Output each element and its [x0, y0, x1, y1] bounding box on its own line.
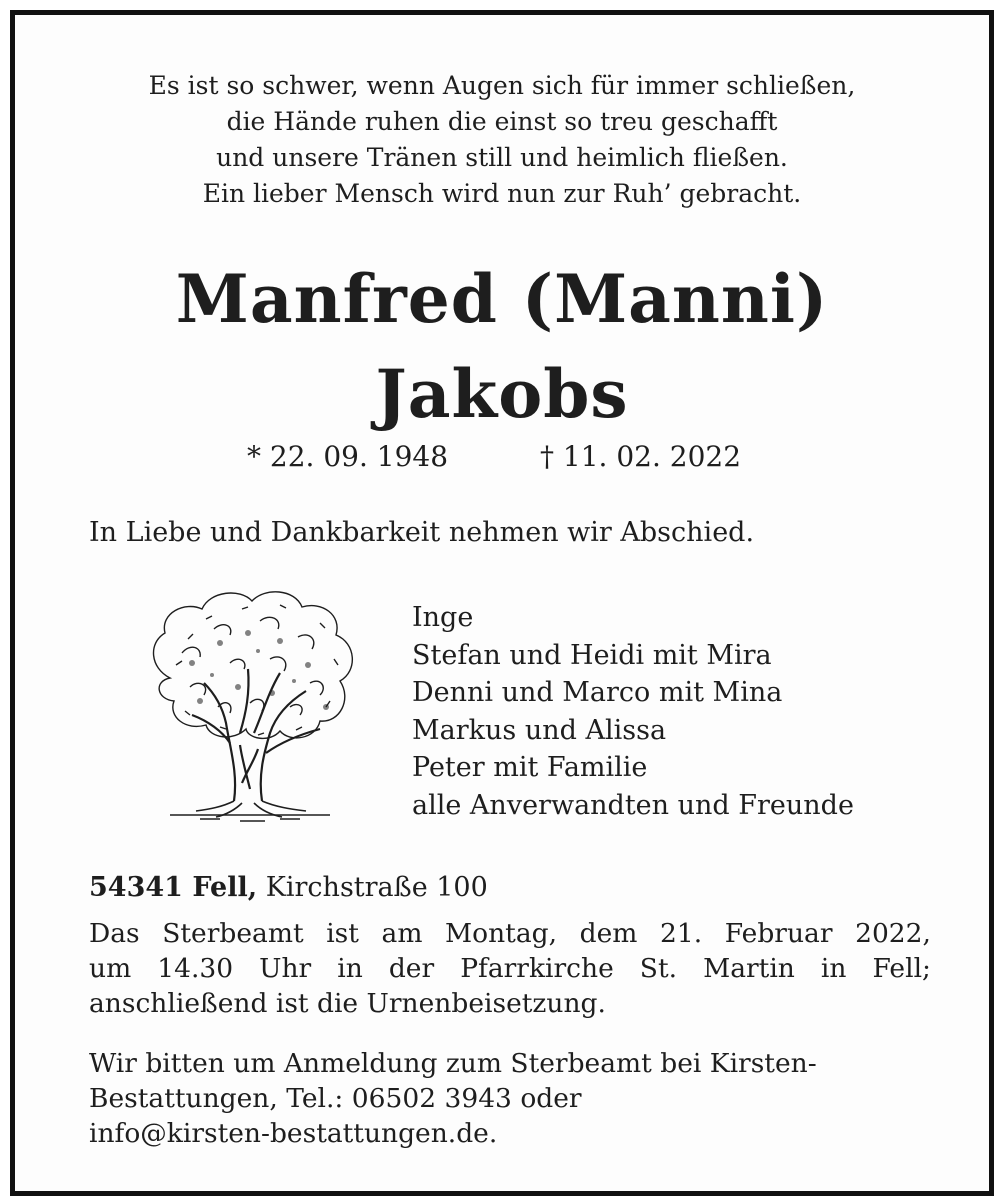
service-word: dem [579, 918, 638, 949]
service-word: in [820, 953, 847, 984]
memorial-poem [15, 68, 989, 212]
list-item: alle Anverwandten und Freunde [412, 789, 854, 821]
service-word: 21. [659, 918, 703, 949]
registration-info [89, 1046, 931, 1151]
service-word: Uhr [259, 953, 312, 984]
service-word: Sterbeamt [162, 918, 304, 949]
service-word: um [89, 953, 132, 984]
family-address [89, 870, 488, 906]
registration-line: Bestattungen, Tel.: 06502 3943 oder [89, 1083, 582, 1114]
poem-line: die Hände ruhen die einst so treu geschafft [226, 107, 778, 136]
poem-line: und unsere Tränen still und heimlich fließen. [216, 143, 788, 172]
registration-email: info@kirsten-bestattungen.de. [89, 1118, 498, 1149]
mourners-list [412, 599, 854, 824]
farewell-text: In Liebe und Dankbarkeit nehmen wir Abschied. [89, 517, 755, 548]
address-city: 54341 Fell, [89, 872, 258, 903]
poem-line: Es ist so schwer, wenn Augen sich für immer schließen, [148, 71, 856, 100]
service-word: St. [639, 953, 678, 984]
service-word: 14.30 [157, 953, 234, 984]
service-word: 2022, [855, 918, 931, 949]
deceased-name-first: Manfred (Manni) [175, 260, 829, 338]
service-word: in [337, 953, 363, 984]
list-item: Markus und Alissa [412, 714, 667, 746]
service-word: Das [89, 918, 140, 949]
list-item: Inge [412, 602, 474, 633]
service-word: Pfarrkirche [460, 953, 614, 984]
service-word: ist [326, 918, 359, 949]
registration-line: Wir bitten um Anmeldung zum Sterbeamt bei Kirsten- [89, 1048, 817, 1079]
address-street: Kirchstraße 100 [265, 872, 488, 903]
service-word: Fell; [872, 953, 931, 984]
death-date: † 11. 02. 2022 [540, 440, 742, 473]
deceased-name-last: Jakobs [375, 355, 629, 433]
birth-date: * 22. 09. 1948 [247, 440, 449, 473]
service-word: der [388, 953, 435, 984]
service-line [89, 951, 931, 986]
list-item: Peter mit Familie [412, 752, 648, 783]
obituary-frame [10, 10, 994, 1196]
list-item: Denni und Marco mit Mina [412, 677, 783, 708]
service-line: anschließend ist die Urnenbeisetzung. [89, 988, 606, 1019]
service-word: Martin [703, 953, 795, 984]
poem-line: Ein lieber Mensch wird nun zur Ruh’ gebracht. [202, 179, 802, 208]
service-line [89, 916, 931, 951]
service-info [89, 916, 931, 1021]
service-word: Montag, [445, 918, 558, 949]
tree-icon [130, 583, 370, 828]
service-word: Februar [724, 918, 833, 949]
service-word: am [381, 918, 423, 949]
list-item: Stefan und Heidi mit Mira [412, 639, 772, 671]
